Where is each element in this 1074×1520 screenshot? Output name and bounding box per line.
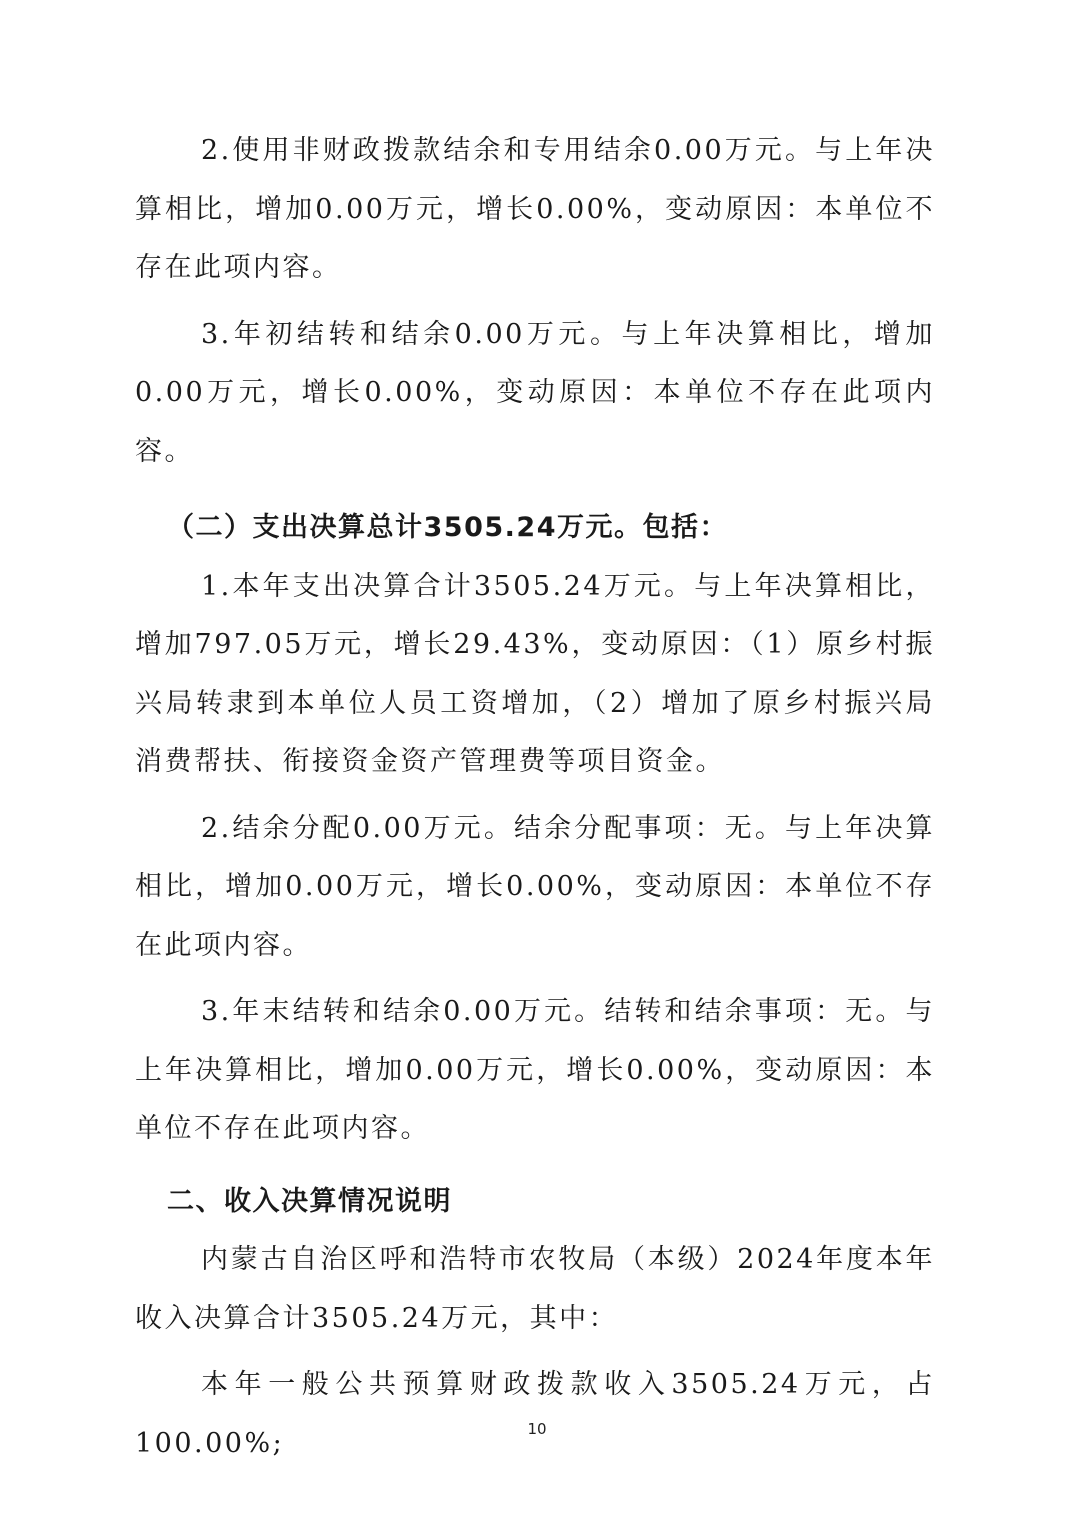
- section-heading-expenditure-total: （二）支出决算总计3505.24万元。包括：: [167, 512, 728, 543]
- section-heading-income-explanation: 二、收入决算情况说明: [167, 1185, 452, 1217]
- paragraph-closing-carryover: 3.年末结转和结余0.00万元。结转和结余事项：无。与上年决算相比，增加0.00万元，增长0.00%，变动原因：本单位不存在此项内容。: [135, 996, 935, 1144]
- paragraph-general-budget-income: 本年一般公共预算财政拨款收入3505.24万元，占100.00%;: [135, 1369, 935, 1459]
- page-content: [135, 122, 935, 1473]
- paragraph-annual-expenditure: 1.本年支出决算合计3505.24万元。与上年决算相比，增加797.05万元，增长29.43%，变动原因：（1）原乡村振兴局转隶到本单位人员工资增加，（2）增加了原乡村振兴局消费帮扶、衔接资金资产管理费等项目资金。: [135, 570, 935, 777]
- page-number: 10: [527, 1420, 547, 1438]
- paragraph-income-total: 内蒙古自治区呼和浩特市农牧局（本级）2024年度本年收入决算合计3505.24万元，其中：: [135, 1244, 935, 1334]
- paragraph-opening-carryover: 3.年初结转和结余0.00万元。与上年决算相比，增加0.00万元，增长0.00%，变动原因：本单位不存在此项内容。: [135, 318, 935, 467]
- paragraph-nonfiscal-balance: 2.使用非财政拨款结余和专用结余0.00万元。与上年决算相比，增加0.00万元，增长0.00%，变动原因：本单位不存在此项内容。: [135, 135, 935, 283]
- paragraph-balance-distribution: 2.结余分配0.00万元。结余分配事项：无。与上年决算相比，增加0.00万元，增长0.00%，变动原因：本单位不存在此项内容。: [135, 812, 935, 961]
